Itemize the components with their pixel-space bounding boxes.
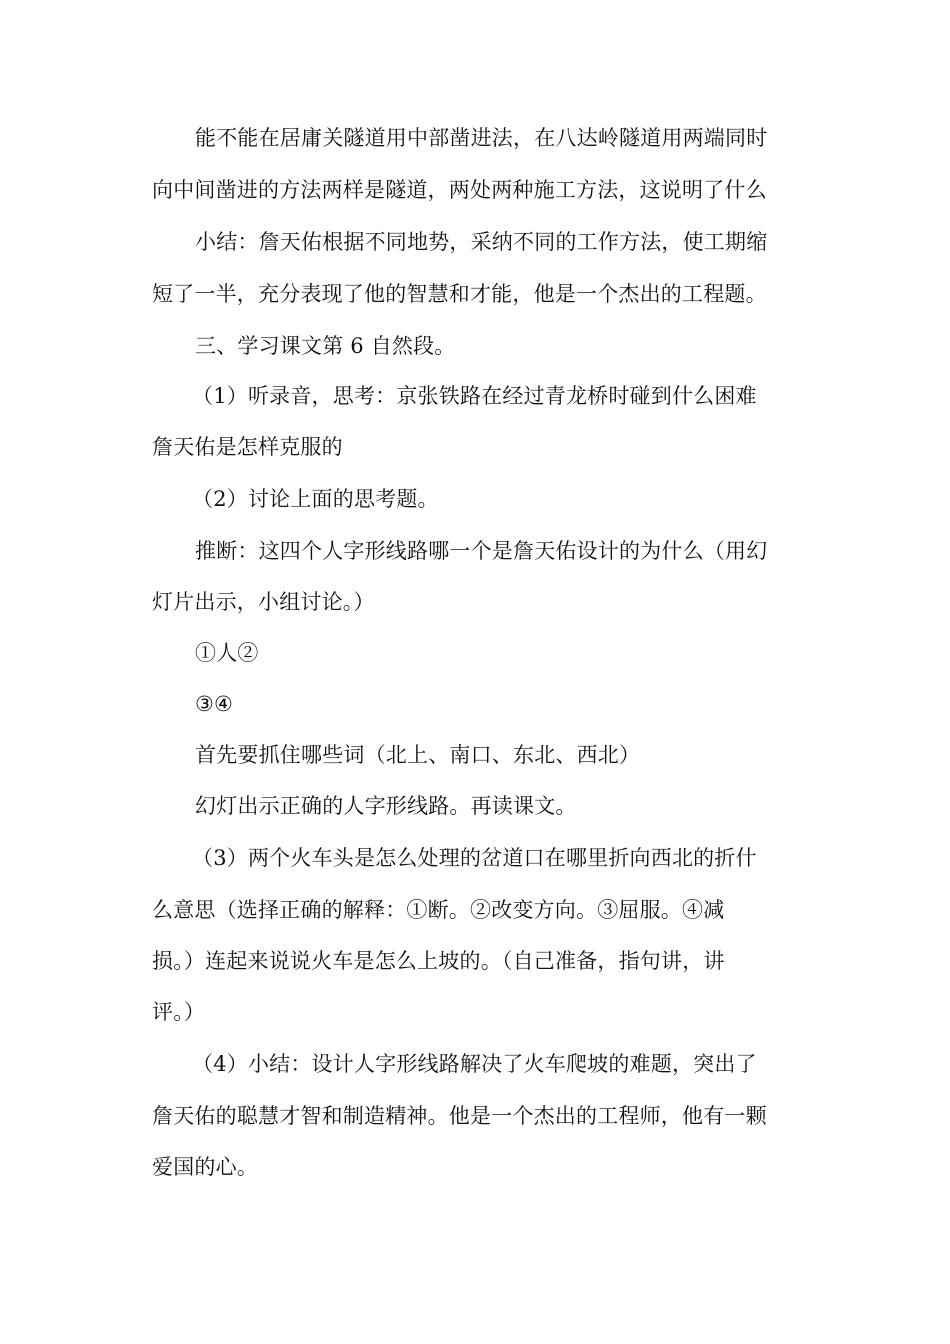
- paragraph-line: 幻灯出示正确的人字形线路。再读课文。: [195, 794, 577, 818]
- paragraph-line: 短了一半，充分表现了他的智慧和才能，他是一个杰出的工程题。: [152, 282, 767, 306]
- paragraph-line: （3）两个火车头是怎么处理的岔道口在哪里折向西北的折什: [192, 846, 757, 870]
- paragraph-line: 损。）连起来说说火车是怎么上坡的。（自己准备，指句讲，讲: [152, 949, 725, 973]
- paragraph-line: 评。）: [152, 1000, 206, 1024]
- paragraph-line: 灯片出示，小组讨论。）: [152, 590, 375, 614]
- paragraph-line: 向中间凿进的方法两样是隧道，两处两种施工方法，这说明了什么: [152, 178, 767, 202]
- section-heading: 三、学习课文第 6 自然段。: [195, 334, 456, 358]
- paragraph-line: 詹天佑是怎样克服的: [152, 435, 343, 459]
- paragraph-line: 爱国的心。: [152, 1155, 258, 1179]
- paragraph-line: 小结：詹天佑根据不同地势，采纳不同的工作方法，使工期缩: [195, 230, 768, 254]
- paragraph-line: ③④: [195, 692, 234, 716]
- paragraph-line: 能不能在居庸关隧道用中部凿进法，在八达岭隧道用两端同时: [195, 126, 768, 150]
- paragraph-line: 推断：这四个人字形线路哪一个是詹天佑设计的为什么（用幻: [195, 539, 768, 563]
- paragraph-line: 詹天佑的聪慧才智和制造精神。他是一个杰出的工程师，他有一颗: [152, 1104, 767, 1128]
- paragraph-line: （4）小结：设计人字形线路解决了火车爬坡的难题，突出了: [192, 1052, 757, 1076]
- paragraph-line: （1）听录音，思考：京张铁路在经过青龙桥时碰到什么困难: [192, 384, 757, 408]
- paragraph-line: （2）讨论上面的思考题。: [192, 487, 439, 511]
- paragraph-line: 么意思（选择正确的解释：①断。②改变方向。③屈服。④减: [152, 898, 725, 922]
- paragraph-line: 首先要抓住哪些词（北上、南口、东北、西北）: [195, 743, 641, 767]
- paragraph-line: ①人②: [195, 641, 259, 665]
